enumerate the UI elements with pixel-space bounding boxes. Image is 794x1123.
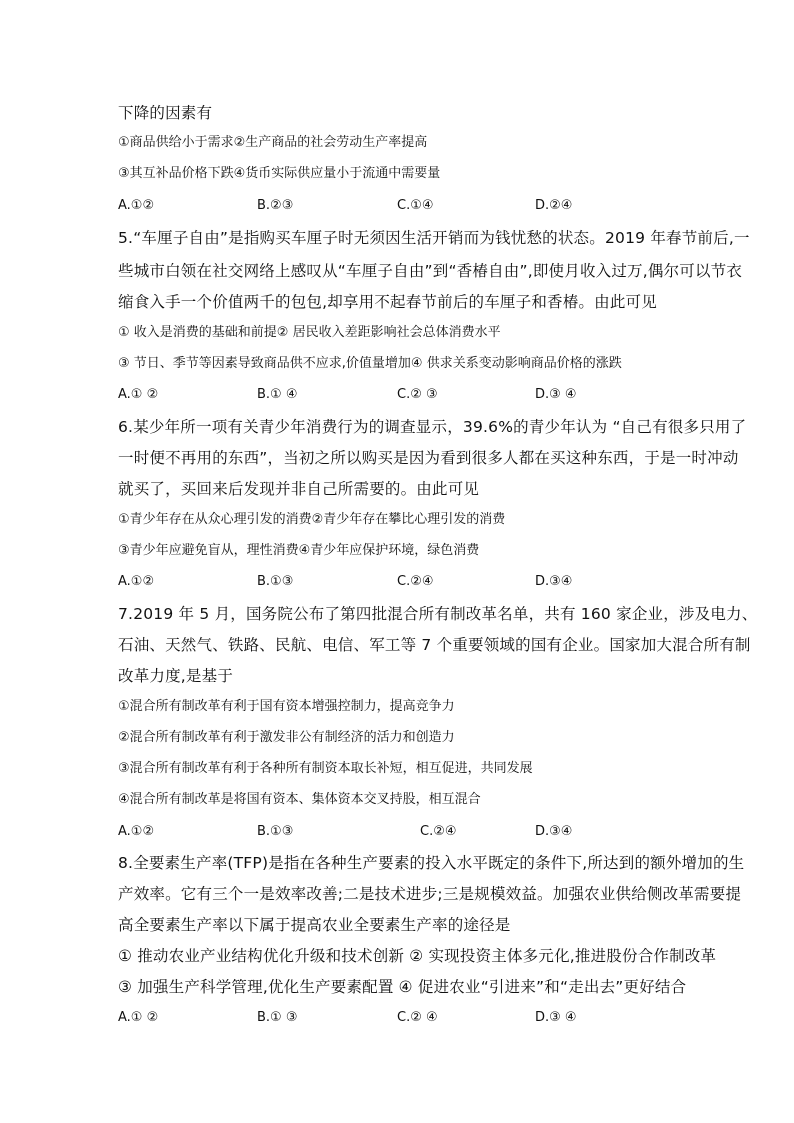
statement-line: ③ 节日、季节等因素导致商品供不应求,价值量增加④ 供求关系变动影响商品价格的涨跌 [118,356,622,371]
question-text-line: 改革力度,是基于 [118,667,234,685]
answer-option: C.①④ [397,198,434,213]
question-text-line: ① 推动农业产业结构优化升级和技术创新 ② 实现投资主体多元化,推进股份合作制改革 [118,947,717,965]
question-text-line: 一时便不再用的东西”，当初之所以购买是因为看到很多人都在买这种东西，于是一时冲动 [118,449,739,467]
answer-option: C.② ③ [397,387,438,402]
answer-option: B.②③ [257,198,294,213]
answer-option: D.③④ [535,824,573,839]
answer-option: C.② ④ [397,1010,438,1025]
statement-line: ③青少年应避免盲从，理性消费④青少年应保护环境，绿色消费 [118,543,480,558]
question-text-line: ③ 加强生产科学管理,优化生产要素配置 ④ 促进农业“引进来”和“走出去”更好结合 [118,978,687,996]
statement-line: ③其互补品价格下跌④货币实际供应量小于流通中需要量 [118,166,441,181]
answer-option: C.②④ [420,824,457,839]
answer-option: A.① ② [118,387,159,402]
statement-line: ②混合所有制改革有利于激发非公有制经济的活力和创造力 [118,730,455,745]
question-text-line: 8.全要素生产率(TFP)是指在各种生产要素的投入水平既定的条件下,所达到的额外增加的生 [118,854,745,872]
statement-line: ①商品供给小于需求②生产商品的社会劳动生产率提高 [118,135,428,150]
question-text-line: 5.“车厘子自由”是指购买车厘子时无须因生活开销而为钱忧愁的状态。2019 年春节前后,一 [118,229,750,247]
question-text-line: 6.某少年所一项有关青少年消费行为的调查显示，39.6%的青少年认为 “自己有很多只用了 [118,418,747,436]
answer-option: A.①② [118,198,155,213]
question-text-line: 产效率。它有三个一是效率改善;二是技术进步;三是规模效益。加强农业供给侧改革需要提 [118,885,742,903]
question-text-line: 石油、天然气、铁路、民航、电信、军工等 7 个重要领域的国有企业。国家加大混合所有制 [118,636,751,654]
statement-line: ④混合所有制改革是将国有资本、集体资本交叉持股，相互混合 [118,792,481,807]
answer-option: A.①② [118,824,155,839]
statement-line: ③混合所有制改革有利于各种所有制资本取长补短，相互促进，共同发展 [118,761,533,776]
answer-option: A.① ② [118,1010,159,1025]
answer-option: D.③ ④ [535,387,577,402]
question-text-line: 7.2019 年 5 月，国务院公布了第四批混合所有制改革名单，共有 160 家企业，涉及电力、 [118,605,758,623]
question-text-line: 些城市白领在社交网络上感叹从“车厘子自由”到“香椿自由”,即使月收入过万,偶尔可以节衣 [118,262,743,280]
answer-option: C.②④ [397,574,434,589]
statement-line: ① 收入是消费的基础和前提② 居民收入差距影响社会总体消费水平 [118,325,501,340]
statement-line: ①青少年存在从众心理引发的消费②青少年存在攀比心理引发的消费 [118,512,506,527]
answer-option: A.①② [118,574,155,589]
statement-line: ①混合所有制改革有利于国有资本增强控制力，提高竞争力 [118,699,455,714]
question-text-line: 缩食入手一个价值两千的包包,却享用不起春节前后的车厘子和香椿。由此可见 [118,293,657,311]
answer-option: D.③ ④ [535,1010,577,1025]
question-text-line: 下降的因素有 [118,104,213,122]
answer-option: B.①③ [257,824,294,839]
answer-option: D.③④ [535,574,573,589]
question-text-line: 就买了，买回来后发现并非自己所需要的。由此可见 [118,480,480,498]
answer-option: B.① ③ [257,1010,298,1025]
answer-option: D.②④ [535,198,573,213]
answer-option: B.① ④ [257,387,298,402]
question-text-line: 高全要素生产率以下属于提高农业全要素生产率的途径是 [118,916,511,934]
answer-option: B.①③ [257,574,294,589]
